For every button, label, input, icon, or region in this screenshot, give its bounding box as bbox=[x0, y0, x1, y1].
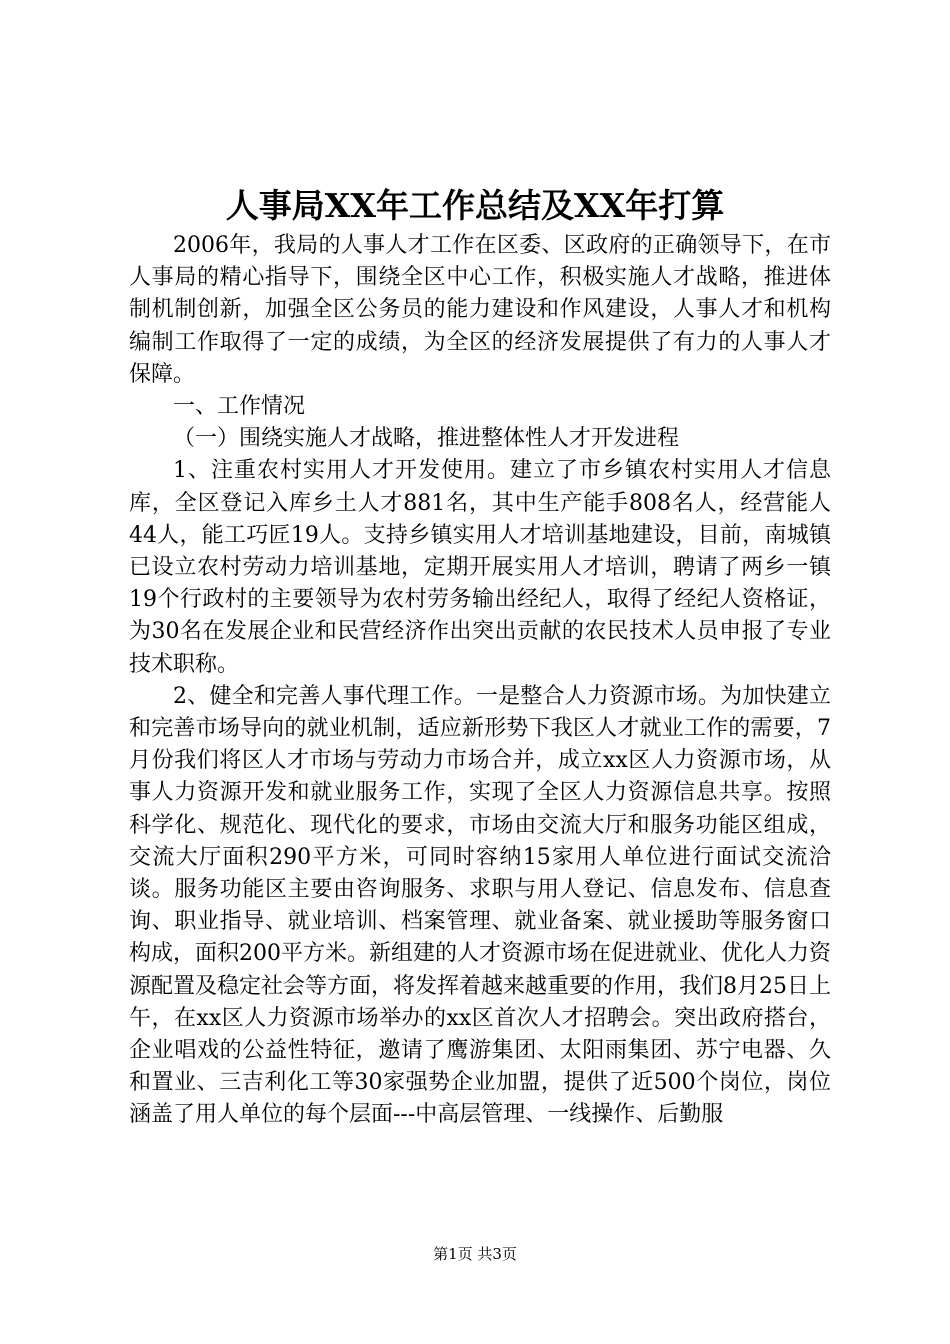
subsection-heading: （一）围绕实施人才战略，推进整体性人才开发进程 bbox=[173, 426, 680, 452]
paragraph-intro: 2006年，我局的人事人才工作在区委、区政府的正确领导下，在市人事局的精心指导下，围绕全区中心工作，积极实施人才战略，推进体制机制创新，加强全区公务员的能力建设和作风建设，人事人才和机构编制工作取得了一定的成绩，为全区的经济发展提供了有力的人事人才保障。 bbox=[129, 233, 831, 387]
section-heading: 一、工作情况 bbox=[173, 394, 306, 420]
paragraph-item-1: 1、注重农村实用人才开发使用。建立了市乡镇农村实用人才信息库，全区登记入库乡土人才881名，其中生产能手808名人，经营能人44人，能工巧匠19人。支持乡镇实用人才培训基地建设，目前，南城镇已设立农村劳动力培训基地，定期开展实用人才培训，聘请了两乡一镇19个行政村的主要领导为农村劳务输出经纪人，取得了经纪人资格证，为30名在发展企业和民营经济作出突出贡献的农民技术人员申报了专业技术职称。 bbox=[129, 458, 831, 677]
document-body bbox=[129, 230, 831, 1132]
paragraph-item-2: 2、健全和完善人事代理工作。一是整合人力资源市场。为加快建立和完善市场导向的就业机制，适应新形势下我区人才就业工作的需要，7月份我们将区人才市场与劳动力市场合并，成立xx区人力资源市场，从事人力资源开发和就业服务工作，实现了全区人力资源信息共享。按照科学化、规范化、现代化的要求，市场由交流大厅和服务功能区组成，交流大厅面积290平方米，可同时容纳15家用人单位进行面试交流洽谈。服务功能区主要由咨询服务、求职与用人登记、信息发布、信息查询、职业指导、就业培训、档案管理、就业备案、就业援助等服务窗口构成，面积200平方米。新组建的人才资源市场在促进就业、优化人力资源配置及稳定社会等方面，将发挥着越来越重要的作用，我们8月25日上午，在xx区人力资源市场举办的xx区首次人才招聘会。突出政府搭台，企业唱戏的公益性特征，邀请了鹰游集团、太阳雨集团、苏宁电器、久和置业、三吉利化工等30家强势企业加盟，提供了近500个岗位，岗位涵盖了用人单位的每个层面---中高层管理、一线操作、后勤服 bbox=[129, 683, 831, 1128]
document-title: 人事局XX年工作总结及XX年打算 bbox=[225, 186, 725, 225]
page-footer: 第1页 共3页 bbox=[433, 1245, 517, 1263]
